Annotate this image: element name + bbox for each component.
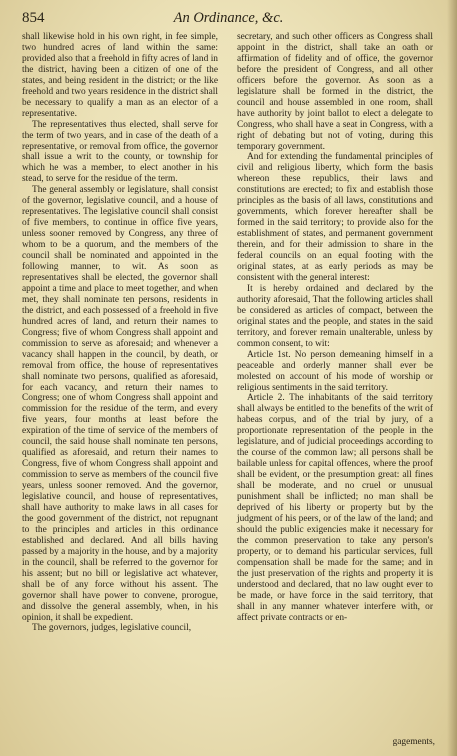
page-header (22, 10, 435, 30)
page-number: 854 (22, 10, 45, 26)
catchword: gagements, (392, 737, 435, 747)
paragraph: It is hereby ordained and declared by the authority aforesaid, That the following articles shall be considered as articles of compact, between the original states and the people, and states in the said territory, and forever remain unalterable, unless by common consent, to wit: (237, 283, 433, 349)
paragraph: And for extending the fundamental principles of civil and religious liberty, which form the basis whereon these republics, their laws and constitutions are erected; to fix and establish those principles as the basis of all laws, constitutions and governments, which forever hereafter shall be formed in the said territory; to provide also for the establishment of states, and permanent government therein, and for their admission to share in the federal councils on an equal footing with the original states, at as early periods as may be consistent with the general interest: (237, 152, 433, 283)
paragraph: secretary, and such other officers as Congress shall appoint in the district, shall take an oath or affirmation of fidelity and of office, the governor before the president of Congress, and all other officers before the governor. As soon as a legislature shall be formed in the district, the council and house assembled in one room, shall have authority by joint ballot to elect a delegate to Congress, who shall have a seat in Congress, with a right of debating but not of voting, during this temporary government. (237, 32, 433, 152)
left-column (22, 32, 218, 634)
running-head: An Ordinance, &c. (173, 10, 284, 26)
paragraph: Article 2. The inhabitants of the said territory shall always be entitled to the benefits of the writ of habeas corpus, and of the trial by jury, of a proportionate representation of the people in the legislature, and of judicial proceedings according to the course of the common law; all persons shall be bailable unless for capital offences, where the proof shall be evident, or the presumption great: all fines shall be moderate, and no cruel or unusual punishment shall be inflicted; no man shall be deprived of his liberty or property but by the judgment of his peers, or of the law of the land; and should the public exigencies make it necessary for the common preservation to take any person's property, or to demand his particular services, full compensation shall be made for the same; and in the just preservation of the rights and property it is understood and declared, that no law ought ever to be made, or have force in the said territory, that shall in any manner whatever interfere with, or affect private contracts or en- (237, 393, 433, 623)
right-column (237, 32, 433, 623)
paragraph: shall likewise hold in his own right, in fee simple, two hundred acres of land within the same: provided also that a freehold in fifty acres of land in the district, having been a citizen of one of the states, and being resident in the district; or the like freehold and two years residence in the district shall be necessary to qualify a man as an elector of a representative. (22, 32, 218, 119)
paragraph: The representatives thus elected, shall serve for the term of two years, and in case of the death of a representative, or removal from office, the governor shall issue a writ to the county, or township for which he was a member, to elect another in his stead, to serve for the residue of the term. (22, 119, 218, 185)
paragraph: The governors, judges, legislative council, (32, 623, 192, 634)
page-edge-shadow (447, 0, 457, 756)
paragraph: Article 1st. No person demeaning himself in a peaceable and orderly manner shall ever be molested on account of his mode of worship or religious sentiments in the said territory. (237, 349, 433, 393)
paragraph: The general assembly or legislature, shall consist of the governor, legislative council, and a house of representatives. The legislative council shall consist of five members, to continue in office five years, unless sooner removed by Congress, any three of whom to be a quorum, and the members of the council shall be nominated and appointed in the following manner, to wit. As soon as representatives shall be elected, the governor shall appoint a time and place to meet together, and when met, they shall nominate ten persons, residents in the district, and each possessed of a freehold in five hundred acres of land, and return their names to Congress; five of whom Congress shall appoint and commission to serve as aforesaid; and whenever a vacancy shall happen in the council, by death, or removal from office, the house of representatives shall nominate two persons, qualified as aforesaid, for each vacancy, and return their names to Congress; one of whom Congress shall appoint and commission for the residue of the term, and every five years, four months at least before the expiration of the time of service of the members of council, the said house shall nominate ten persons, qualified as aforesaid, and return their names to Congress, five of whom Congress shall appoint and commission to serve as members of the council five years, unless sooner removed. And the governor, legislative council, and house of representatives, shall have authority to make laws in all cases for the good government of the district, not repugnant to the principles and articles in this ordinance established and declared. And all bills having passed by a majority in the house, and by a majority in the council, shall be referred to the governor for his assent; but no bill or legislative act whatever, shall be of any force without his assent. The governor shall have power to convene, prorogue, and dissolve the general assembly, when, in his opinion, it shall be expedient. (22, 185, 218, 623)
